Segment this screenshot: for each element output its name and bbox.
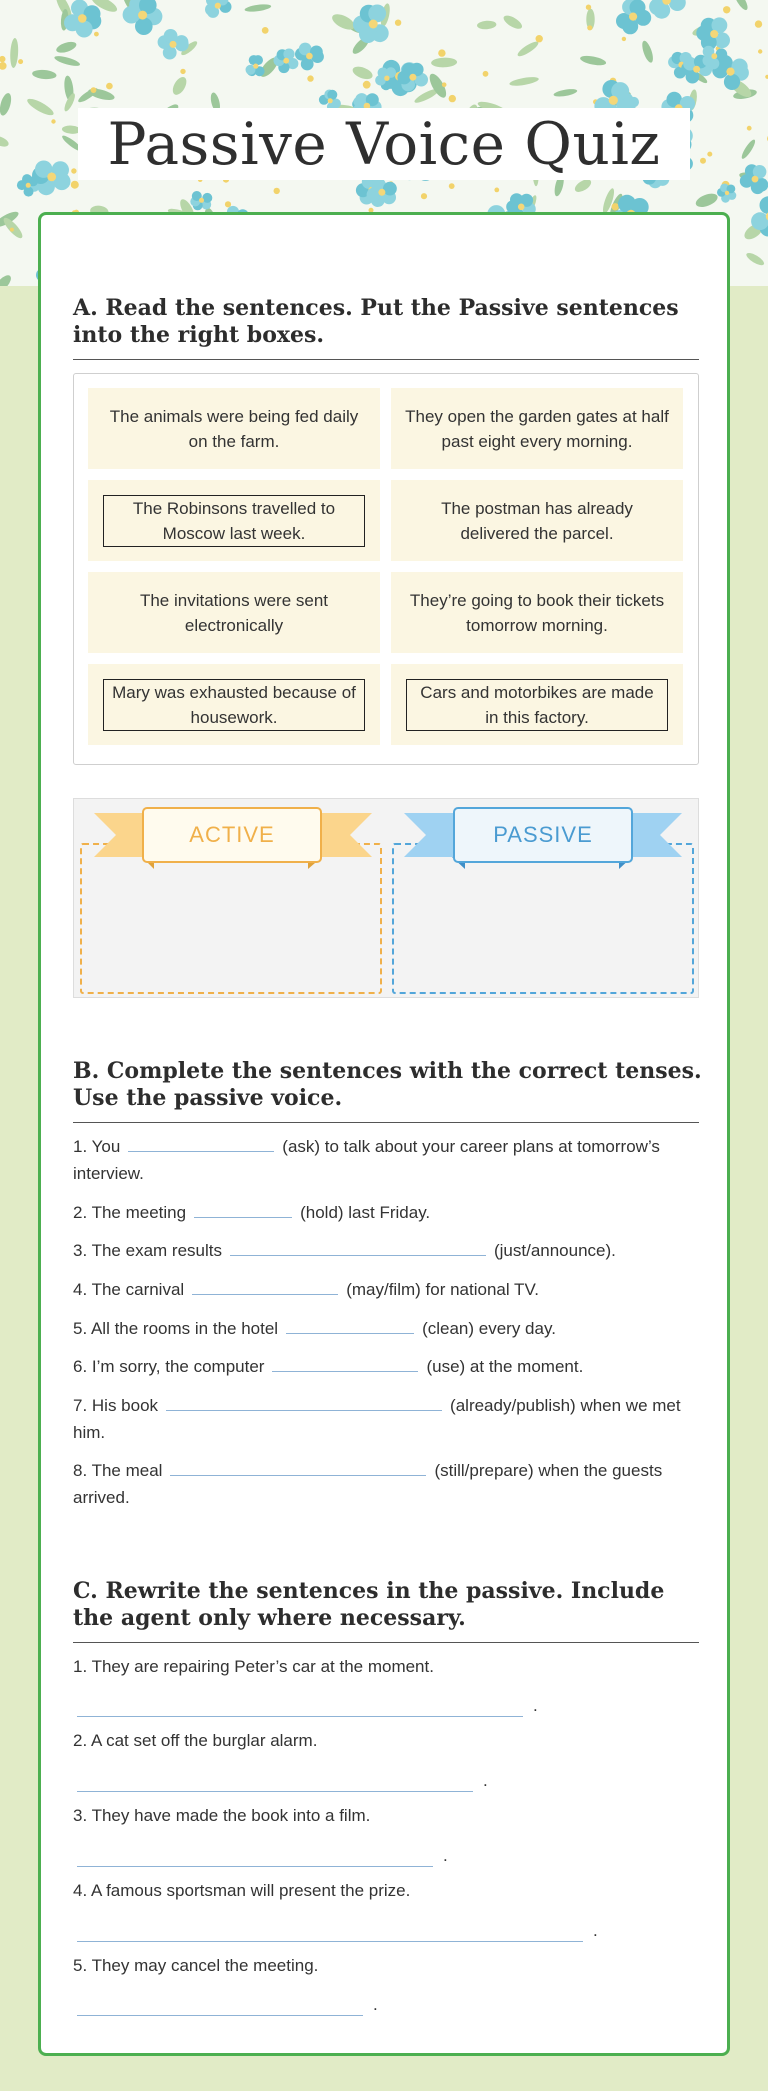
rewrite-line[interactable]	[77, 1941, 583, 1942]
sentence-card[interactable]	[391, 388, 683, 469]
end-period: .	[483, 1771, 488, 1790]
question-b-3: 3. The exam results (just/announce).	[73, 1237, 703, 1264]
rewrite-line[interactable]	[77, 1791, 473, 1792]
active-label: ACTIVE	[142, 807, 322, 863]
sentence-card[interactable]	[391, 480, 683, 561]
sentence-text: Cars and motorbikes are made in this factory.	[406, 679, 668, 731]
question-c-4: 4. A famous sportsman will present the prize.	[73, 1881, 411, 1900]
question-b-8: 8. The meal (still/prepare) when the guests arrived.	[73, 1457, 703, 1511]
sorting-area	[73, 798, 699, 998]
answer-blank[interactable]	[170, 1458, 426, 1476]
end-period: .	[373, 1995, 378, 2014]
rewrite-line[interactable]	[77, 2015, 363, 2016]
page-title: Passive Voice Quiz	[107, 110, 661, 178]
answer-blank[interactable]	[286, 1316, 414, 1334]
question-c-5: 5. They may cancel the meeting.	[73, 1956, 319, 1975]
question-c-1: 1. They are repairing Peter’s car at the moment.	[73, 1657, 434, 1676]
sentence-bank	[73, 373, 699, 765]
rewrite-line[interactable]	[77, 1866, 433, 1867]
sentence-card[interactable]	[88, 664, 380, 745]
answer-blank[interactable]	[192, 1277, 338, 1295]
sentence-card[interactable]	[88, 480, 380, 561]
end-period: .	[533, 1696, 538, 1715]
passive-label: PASSIVE	[453, 807, 633, 863]
end-period: .	[593, 1921, 598, 1940]
sentence-card[interactable]	[391, 572, 683, 653]
question-b-4: 4. The carnival (may/film) for national TV.	[73, 1276, 703, 1303]
answer-blank[interactable]	[272, 1354, 418, 1372]
section-a-rule	[73, 359, 699, 360]
title-band	[78, 108, 690, 180]
answer-blank[interactable]	[128, 1134, 274, 1152]
question-c-2: 2. A cat set off the burglar alarm.	[73, 1731, 318, 1750]
sentence-card[interactable]	[88, 572, 380, 653]
sentence-text: The invitations were sent electronically	[139, 590, 329, 635]
end-period: .	[443, 1846, 448, 1865]
section-a-title: A. Read the sentences. Put the Passive sentences into the right boxes.	[73, 295, 679, 348]
question-b-2: 2. The meeting (hold) last Friday.	[73, 1199, 703, 1226]
section-b-rule	[73, 1122, 699, 1123]
sentence-card[interactable]	[88, 388, 380, 469]
question-b-1: 1. You (ask) to talk about your career plans at tomorrow’s interview.	[73, 1133, 703, 1187]
sentence-text: They open the garden gates at half past eight every morning.	[405, 406, 669, 451]
section-c-title: C. Rewrite the sentences in the passive. Include the agent only where necessary.	[73, 1578, 665, 1631]
question-c-3: 3. They have made the book into a film.	[73, 1806, 371, 1825]
question-b-7: 7. His book (already/publish) when we met him.	[73, 1392, 703, 1446]
question-b-5: 5. All the rooms in the hotel (clean) every day.	[73, 1315, 703, 1342]
answer-blank[interactable]	[230, 1238, 486, 1256]
sentence-text: The postman has already delivered the parcel.	[441, 498, 633, 543]
section-c-rule	[73, 1642, 699, 1643]
sentence-text: The Robinsons travelled to Moscow last week.	[103, 495, 365, 547]
section-b-title: B. Complete the sentences with the correct tenses. Use the passive voice.	[73, 1058, 702, 1111]
question-b-6: 6. I’m sorry, the computer (use) at the moment.	[73, 1353, 703, 1380]
sentence-text: The animals were being fed daily on the farm.	[109, 406, 359, 451]
sentence-text: They’re going to book their tickets tomorrow morning.	[409, 590, 665, 635]
answer-blank[interactable]	[166, 1393, 442, 1411]
answer-blank[interactable]	[194, 1200, 292, 1218]
sentence-card[interactable]	[391, 664, 683, 745]
rewrite-line[interactable]	[77, 1716, 523, 1717]
quiz-card	[38, 212, 730, 2056]
sentence-text: Mary was exhausted because of housework.	[103, 679, 365, 731]
